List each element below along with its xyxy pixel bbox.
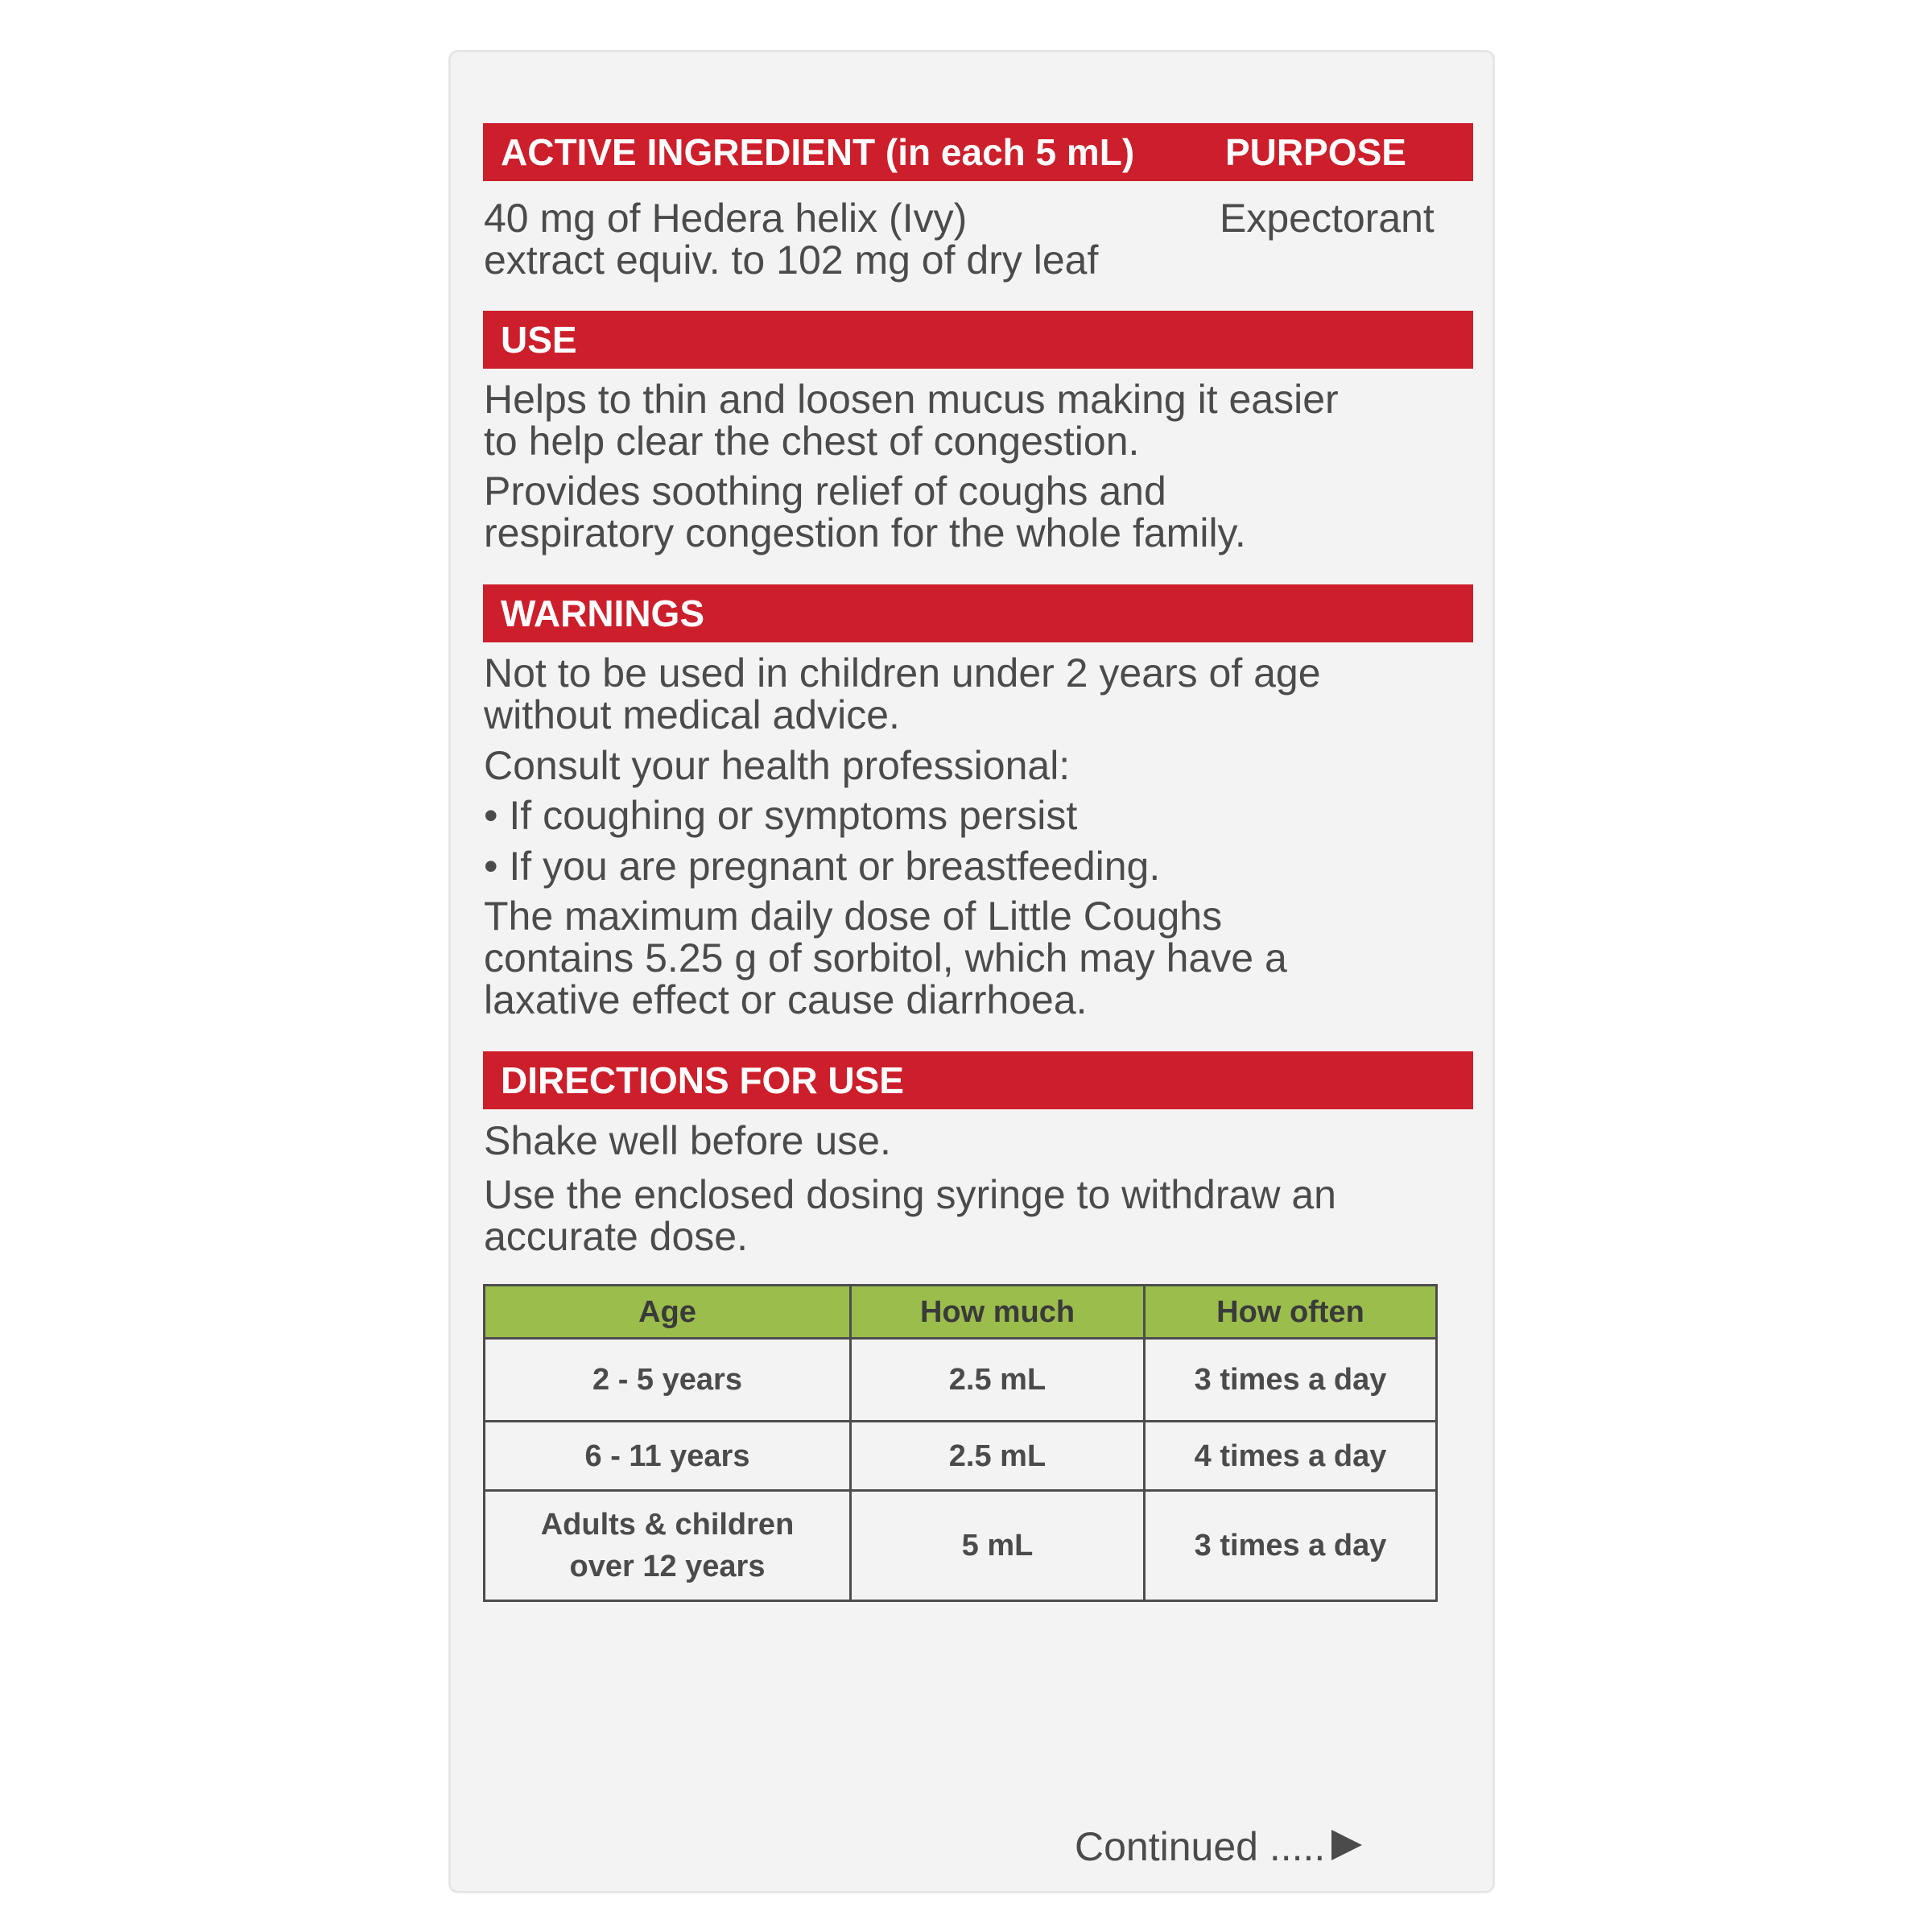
warnings-line-6: The maximum daily dose of Little Coughs <box>484 894 1223 939</box>
use-line-1: Helps to thin and loosen mucus making it easier <box>484 377 1339 422</box>
frequency-cell: 4 times a day <box>1145 1422 1437 1491</box>
warnings-header <box>483 584 1473 642</box>
warnings-line-3: Consult your health professional: <box>484 743 1071 788</box>
active-ingredient-title: ACTIVE INGREDIENT (in each 5 mL) <box>501 131 1135 173</box>
table-row <box>485 1491 1437 1601</box>
table-row <box>485 1422 1437 1491</box>
ingredient-line-1: 40 mg of Hedera helix (Ivy) <box>484 196 968 241</box>
warnings-line-8: laxative effect or cause diarrhoea. <box>484 977 1088 1022</box>
amount-cell: 2.5 mL <box>851 1339 1145 1422</box>
table-row <box>485 1339 1437 1422</box>
warnings-bullet-2: • If you are pregnant or breastfeeding. <box>484 844 1161 889</box>
purpose-title: PURPOSE <box>1225 131 1406 173</box>
dosage-table <box>483 1284 1438 1602</box>
header-how-much: How much <box>851 1286 1145 1339</box>
label-panel <box>448 50 1495 1893</box>
ingredient-line-2: extract equiv. to 102 mg of dry leaf <box>484 237 1099 283</box>
use-line-3: Provides soothing relief of coughs and <box>484 469 1166 514</box>
warnings-title: WARNINGS <box>501 592 704 634</box>
use-line-2: to help clear the chest of congestion. <box>484 419 1140 464</box>
table-header-row <box>485 1286 1437 1339</box>
directions-line-3: accurate dose. <box>484 1214 748 1259</box>
age-cell: 2 - 5 years <box>485 1339 851 1422</box>
directions-title: DIRECTIONS FOR USE <box>501 1059 904 1101</box>
active-ingredient-header <box>483 123 1473 181</box>
header-age: Age <box>485 1286 851 1339</box>
age-cell: 6 - 11 years <box>485 1422 851 1491</box>
frequency-cell: 3 times a day <box>1145 1339 1437 1422</box>
warnings-bullet-1: • If coughing or symptoms persist <box>484 793 1078 838</box>
use-title: USE <box>501 319 577 361</box>
amount-cell: 2.5 mL <box>851 1422 1145 1491</box>
warnings-line-2: without medical advice. <box>484 692 900 737</box>
amount-cell: 5 mL <box>851 1491 1145 1601</box>
continued-note <box>1075 1823 1364 1870</box>
play-arrow-icon <box>1330 1828 1364 1862</box>
directions-line-2: Use the enclosed dosing syringe to withdraw an <box>484 1172 1336 1217</box>
use-header <box>483 311 1473 369</box>
directions-line-1: Shake well before use. <box>484 1118 891 1163</box>
header-how-often: How often <box>1145 1286 1437 1339</box>
age-cell-line-2: over 12 years <box>569 1550 766 1583</box>
purpose-value: Expectorant <box>1220 196 1435 241</box>
warnings-line-7: contains 5.25 g of sorbitol, which may have a <box>484 935 1287 980</box>
age-cell <box>485 1491 851 1601</box>
frequency-cell: 3 times a day <box>1145 1491 1437 1601</box>
use-line-4: respiratory congestion for the whole family. <box>484 510 1246 555</box>
continued-text: Continued ..... <box>1075 1824 1326 1869</box>
age-cell-line-1: Adults & children <box>540 1508 795 1542</box>
warnings-line-1: Not to be used in children under 2 years of age <box>484 650 1321 696</box>
directions-header <box>483 1051 1473 1109</box>
